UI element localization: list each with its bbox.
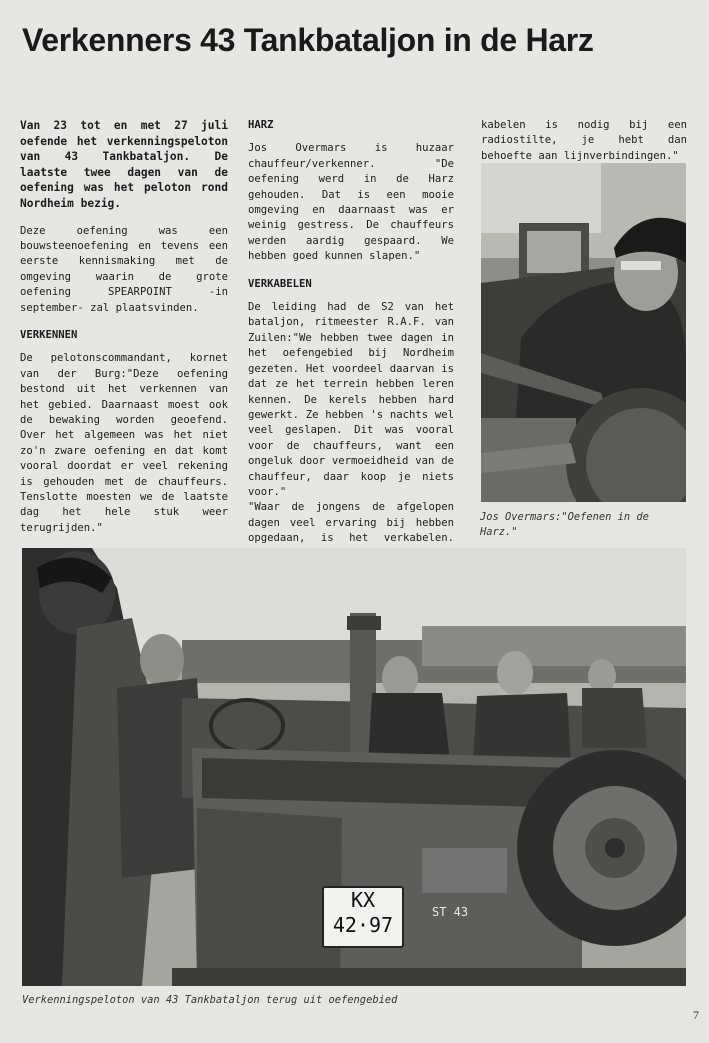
vehicle-marking: ST 43 (432, 905, 469, 919)
paragraph-van-zuilen: De leiding had de S2 van het bataljon, ritmeester R.A.F. van Zuilen:"We hebben twee dagen in het oefengebied bij Nordheim gezeten. Het voordeel daarvan is dat ze het terrein hebben leren kennen. De kerels hebben hard gewerkt. Ze hebben 's nachts wel veel geslapen. Dit was vooral voor de chauffeurs, want een ongeluk door vermoeidheid van de chauffeur, daar koop je niets voor." (248, 301, 454, 498)
paragraph-pelotonscommandant: De pelotonscommandant, kornet van der Burg:"Deze oefening bestond uit het verkennen van het gebied. Daarnaast moest ook de bewaking worden geoefend. Over het algemeen was het niet zo'n zware oefening en dat komt vooral doordat er veel rekening is gehouden met de chauffeurs. Tenslotte moesten we de laatste dag het hele stuk weer terugrijden." (20, 352, 228, 534)
subheading-harz: HARZ (248, 119, 274, 131)
caption-jos-overmars: Jos Overmars:"Oefenen in de Harz." (480, 511, 649, 538)
photo-jos-overmars-image (481, 163, 686, 502)
article-column-1 (20, 118, 228, 536)
license-plate-line-2: 42·97 (332, 913, 394, 937)
paragraph-verkabelen: "Waar de jongens de afgelopen dagen veel ervaring bij hebben opgedaan, is het verkabelen. (248, 501, 454, 545)
subheading-verkennen: VERKENNEN (20, 329, 78, 341)
license-plate (322, 886, 404, 948)
photo-jos-overmars (481, 163, 686, 502)
paragraph-bouwsteenoefening: Deze oefening was een bouwsteenoefening en tevens een eerste kennismaking met de omgeving waarin de grote oefening SPEARPOINT -in september- zal plaatsvinden. (20, 224, 228, 314)
page-number: 7 (693, 1008, 699, 1022)
article-headline: Verkenners 43 Tankbataljon in de Harz (22, 22, 594, 58)
caption-verkenningspeloton: Verkenningspeloton van 43 Tankbataljon terug uit oefengebied (22, 994, 398, 1006)
license-plate-line-1: KX (350, 888, 376, 912)
article-lead: Van 23 tot en met 27 juli oefende het verkenningspeloton van 43 Tankbataljon. De laatste twee dagen van de oefening was het peloton rond Nordheim bezig. (20, 119, 228, 210)
article-column-2 (248, 118, 454, 562)
subheading-verkabelen: VERKABELEN (248, 277, 312, 290)
paragraph-continued: kabelen is nodig bij een radiostilte, je hebt dan behoefte aan lijnverbindingen." (481, 119, 687, 162)
paragraph-overmars: Jos Overmars is huzaar chauffeur/verkenner. "De oefening werd in de Harz gehouden. Dat is een mooie omgeving en daarnaast was er weinig gestress. De chauffeurs werden aardig gespaard. We hebben goed kunnen slapen." (248, 142, 454, 263)
